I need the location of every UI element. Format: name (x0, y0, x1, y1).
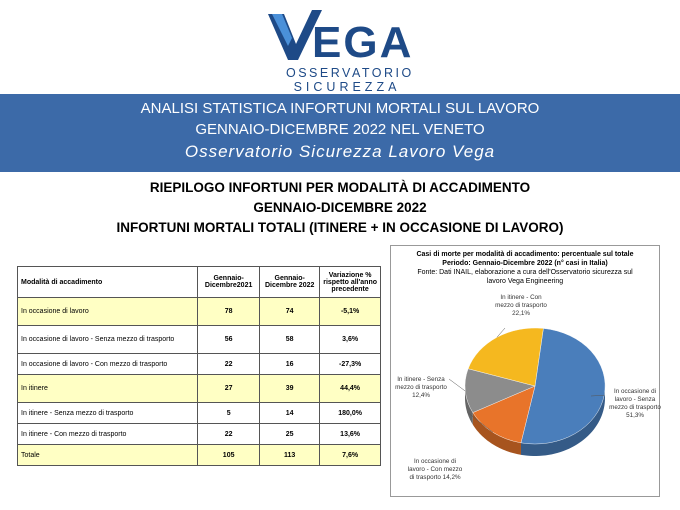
pie-chart-panel (390, 245, 660, 497)
value-2022: 14 (260, 403, 320, 424)
section-heading-2: GENNAIO-DICEMBRE 2022 (253, 200, 427, 215)
slice-label-line: In occasione di (413, 458, 456, 465)
slice-label-line: di trasporto 14,2% (409, 474, 461, 481)
banner-line-2: GENNAIO-DICEMBRE 2022 NEL VENETO (195, 121, 485, 138)
row-label: In occasione di lavoro (18, 298, 198, 326)
value-2021: 78 (198, 298, 260, 326)
table-row (18, 403, 381, 424)
slice-label-line: lavoro - Senza (614, 396, 656, 403)
table-header-row (18, 267, 381, 298)
summary-table (17, 266, 381, 466)
row-label: Totale (18, 445, 198, 466)
chart-title-line: Fonte: Dati INAIL, elaborazione a cura dell'Osservatorio sicurezza sul (417, 269, 633, 276)
row-label: In occasione di lavoro - Con mezzo di trasporto (18, 354, 198, 375)
value-2022: 16 (260, 354, 320, 375)
column-header: Variazione % rispetto all'anno precedente (320, 267, 381, 298)
title-banner (0, 94, 680, 172)
section-heading-3: INFORTUNI MORTALI TOTALI (ITINERE + IN OCCASIONE DI LAVORO) (116, 220, 564, 235)
slice-label-line: 12,4% (412, 392, 430, 399)
slice-label (483, 294, 559, 318)
slice-label-line: 22,1% (512, 310, 530, 317)
row-label: In occasione di lavoro - Senza mezzo di trasporto (18, 326, 198, 354)
chart-title-line: lavoro Vega Engineering (486, 278, 564, 285)
chart-title-line: Casi di morte per modalità di accadimento: percentuale sul totale (416, 251, 634, 258)
logo-subtitle-1: OSSERVATORIO (286, 66, 414, 80)
logo-word: EGA (312, 18, 414, 67)
banner-line-1: ANALISI STATISTICA INFORTUNI MORTALI SUL LAVORO (140, 100, 540, 117)
row-label: In itinere - Senza mezzo di trasporto (18, 403, 198, 424)
slice-label (597, 388, 673, 420)
value-2021: 27 (198, 375, 260, 403)
variation: 44,4% (320, 375, 381, 403)
slice-label-line: 51,3% (626, 412, 644, 419)
table-row (18, 445, 381, 466)
value-2022: 113 (260, 445, 320, 466)
column-header: Gennaio-Dicembre2021 (198, 267, 260, 298)
value-2022: 39 (260, 375, 320, 403)
chart-title-line: Periodo: Gennaio-Dicembre 2022 (n° casi in Italia) (442, 260, 608, 267)
value-2021: 56 (198, 326, 260, 354)
variation: 3,6% (320, 326, 381, 354)
logo-subtitle-2: SICUREZZA (293, 80, 401, 94)
slice-label-line: In occasione di (613, 388, 656, 395)
column-header: Modalità di accadimento (18, 267, 198, 298)
table-row (18, 298, 381, 326)
row-label: In itinere (18, 375, 198, 403)
table-row (18, 424, 381, 445)
variation: -5,1% (320, 298, 381, 326)
table-row (18, 354, 381, 375)
banner-line-3: Osservatorio Sicurezza Lavoro Vega (184, 142, 496, 161)
section-heading-1: RIEPILOGO INFORTUNI PER MODALITÀ DI ACCADIMENTO (149, 180, 531, 195)
slice-label-line: mezzo di trasporto (609, 404, 661, 411)
value-2022: 58 (260, 326, 320, 354)
variation: -27,3% (320, 354, 381, 375)
value-2022: 74 (260, 298, 320, 326)
value-2021: 22 (198, 424, 260, 445)
row-label: In itinere - Con mezzo di trasporto (18, 424, 198, 445)
value-2021: 105 (198, 445, 260, 466)
table-row (18, 326, 381, 354)
slice-label (383, 376, 459, 400)
slice-label-line: In itinere - Senza (397, 376, 445, 383)
column-header: Gennaio-Dicembre 2022 (260, 267, 320, 298)
slice-label-line: mezzo di trasporto (495, 302, 547, 309)
value-2022: 25 (260, 424, 320, 445)
variation: 13,6% (320, 424, 381, 445)
variation: 180,0% (320, 403, 381, 424)
slice-label (397, 458, 473, 482)
variation: 7,6% (320, 445, 381, 466)
slice-label-line: mezzo di trasporto (395, 384, 447, 391)
value-2021: 22 (198, 354, 260, 375)
value-2021: 5 (198, 403, 260, 424)
slice-label-line: In itinere - Con (500, 294, 542, 301)
vega-logo (268, 10, 414, 94)
table-row (18, 375, 381, 403)
slice-label-line: lavoro - Con mezzo (407, 466, 463, 473)
